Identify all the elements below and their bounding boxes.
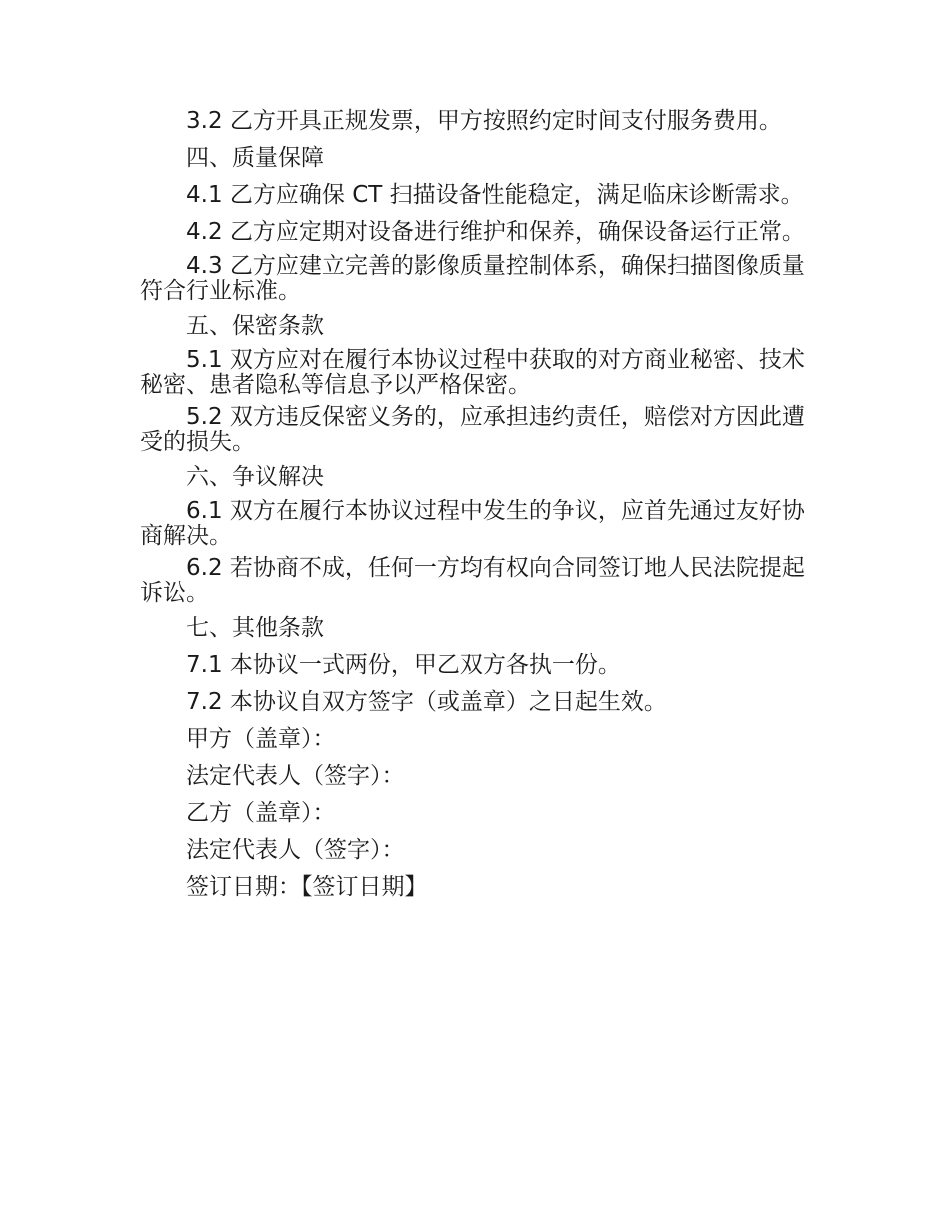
clause-4-2: 4.2 乙方应定期对设备进行维护和保养，确保设备运行正常。 xyxy=(186,219,805,245)
clause-7-1: 7.1 本协议一式两份，甲乙双方各执一份。 xyxy=(186,652,621,678)
clause-6-2: 6.2 若协商不成，任何一方均有权向合同签订地人民法院提起诉讼。 xyxy=(140,555,805,606)
party-a-representative-line: 法定代表人（签字）： xyxy=(186,763,405,789)
section-heading-other: 七、其他条款 xyxy=(186,615,324,641)
clause-6-1: 6.1 双方在履行本协议过程中发生的争议，应首先通过友好协商解决。 xyxy=(140,498,805,549)
party-b-seal-line: 乙方（盖章）： xyxy=(186,800,336,826)
document-body xyxy=(140,106,805,909)
clause-7-2: 7.2 本协议自双方签字（或盖章）之日起生效。 xyxy=(186,689,667,715)
clause-5-2: 5.2 双方违反保密义务的，应承担违约责任，赔偿对方因此遭受的损失。 xyxy=(140,404,805,455)
clause-5-1: 5.1 双方应对在履行本协议过程中获取的对方商业秘密、技术秘密、患者隐私等信息予以严格保密。 xyxy=(140,347,805,398)
party-a-seal-line: 甲方（盖章）： xyxy=(186,726,336,752)
clause-3-2: 3.2 乙方开具正规发票，甲方按照约定时间支付服务费用。 xyxy=(186,108,782,134)
section-heading-dispute: 六、争议解决 xyxy=(186,464,324,490)
clause-4-1: 4.1 乙方应确保 CT 扫描设备性能稳定，满足临床诊断需求。 xyxy=(186,182,804,208)
section-heading-quality: 四、质量保障 xyxy=(186,145,324,171)
section-heading-confidentiality: 五、保密条款 xyxy=(186,313,324,339)
clause-4-3: 4.3 乙方应建立完善的影像质量控制体系，确保扫描图像质量符合行业标准。 xyxy=(140,253,805,304)
party-b-representative-line: 法定代表人（签字）： xyxy=(186,837,405,863)
signing-date-line: 签订日期：【签订日期】 xyxy=(186,874,428,900)
